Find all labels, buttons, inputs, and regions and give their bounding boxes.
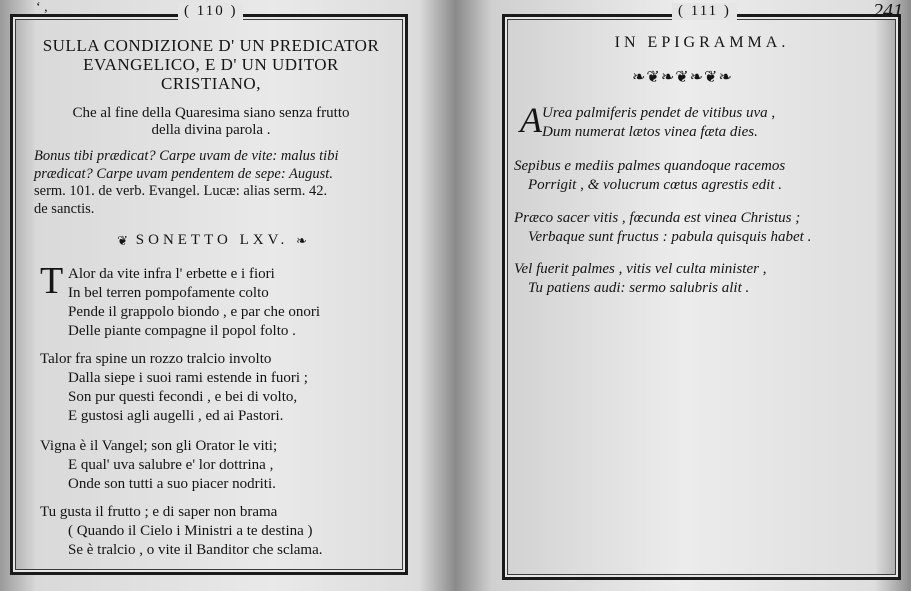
verse-line: Vel fuerit palmes , vitis vel culta minister , xyxy=(514,261,767,277)
verse-line: Son pur questi fecondi , e bei di volto, xyxy=(68,389,298,405)
verse-line: ( Quando il Cielo i Ministri a te destina ) xyxy=(68,523,313,539)
drop-cap: T xyxy=(40,260,64,302)
verse-line: Urea palmiferis pendet de vitibus uva , xyxy=(542,105,776,121)
verse-line: Porrigit , & volucrum cœtus agrestis edit . xyxy=(528,177,783,193)
drop-cap: A xyxy=(520,100,542,140)
handwritten-folio-number: 241 xyxy=(873,0,903,22)
stanza-2 xyxy=(40,350,400,426)
right-page xyxy=(462,0,911,591)
epigram-heading: IN EPIGRAMMA. xyxy=(614,34,790,51)
left-corner-mark: ‘ , xyxy=(36,0,48,15)
verse-line: Tu patiens audi: sermo salubris alit . xyxy=(528,280,750,296)
latin-epigraph: Bonus tibi prædicat? Carpe uvam de vite: malus tibi prædicat? Carpe uvam pendentem de sepe: August. serm. 101. de verb. Evangel. Lucæ: alias serm. 42. de sanctis. xyxy=(34,148,339,217)
verse-line: Tu gusta il frutto ; e di saper non brama xyxy=(40,504,278,520)
verse-line: Alor da vite infra l' erbette e i fiori xyxy=(68,266,275,282)
fleuron-row-icon: ❧❦❧❦❧❦❧ xyxy=(632,69,733,86)
verse-line: Se è tralcio , o vite il Banditor che sclama. xyxy=(68,542,323,558)
verse-line: In bel terren pompofamente colto xyxy=(68,285,269,301)
verse-line: Delle piante compagne il popol folto . xyxy=(68,323,296,339)
right-page-number: ( 111 ) xyxy=(672,3,737,20)
verse-line: Præco sacer vitis , fœcunda est vinea Christus ; xyxy=(514,210,801,226)
stanza-1 xyxy=(40,265,400,341)
stanza-4 xyxy=(40,503,400,560)
left-page xyxy=(0,0,452,591)
poem-title: SULLA CONDIZIONE D' UN PREDICATOR EVANGELICO, E D' UN UDITOR CRISTIANO, xyxy=(42,36,380,93)
verse-line: Verbaque sunt fructus : pabula quisquis habet . xyxy=(528,229,812,245)
poem-subtitle: Che al fine della Quaresima siano senza frutto della divina parola . xyxy=(72,105,350,138)
verse-line: Vigna è il Vangel; son gli Orator le viti; xyxy=(40,438,278,454)
epigram-couplet-1 xyxy=(542,104,902,142)
verse-line: Dalla siepe i suoi rami estende in fuori ; xyxy=(68,370,308,386)
verse-line: Sepibus e mediis palmes quandoque racemos xyxy=(514,158,786,174)
fleuron-left-icon: ❦ xyxy=(117,232,129,248)
epigram-couplet-2 xyxy=(514,157,874,195)
verse-line: Dum numerat lætos vinea fæta dies. xyxy=(542,124,758,140)
stanza-3 xyxy=(40,437,400,494)
verse-line: Talor fra spine un rozzo tralcio involto xyxy=(40,351,272,367)
epigram-couplet-3 xyxy=(514,209,874,247)
verse-line: E gustosi agli augelli , ed ai Pastori. xyxy=(68,408,284,424)
verse-line: E qual' uva salubre e' lor dottrina , xyxy=(68,457,274,473)
verse-line: Pende il grappolo biondo , e par che onori xyxy=(68,304,321,320)
epigram-couplet-4 xyxy=(514,260,874,298)
verse-line: Onde son tutti a suo piacer nodriti. xyxy=(68,476,276,492)
fleuron-right-icon: ❧ xyxy=(295,232,307,248)
sonnet-heading: ❦ SONETTO LXV. ❧ xyxy=(117,232,307,248)
left-page-number: ( 110 ) xyxy=(178,3,243,20)
